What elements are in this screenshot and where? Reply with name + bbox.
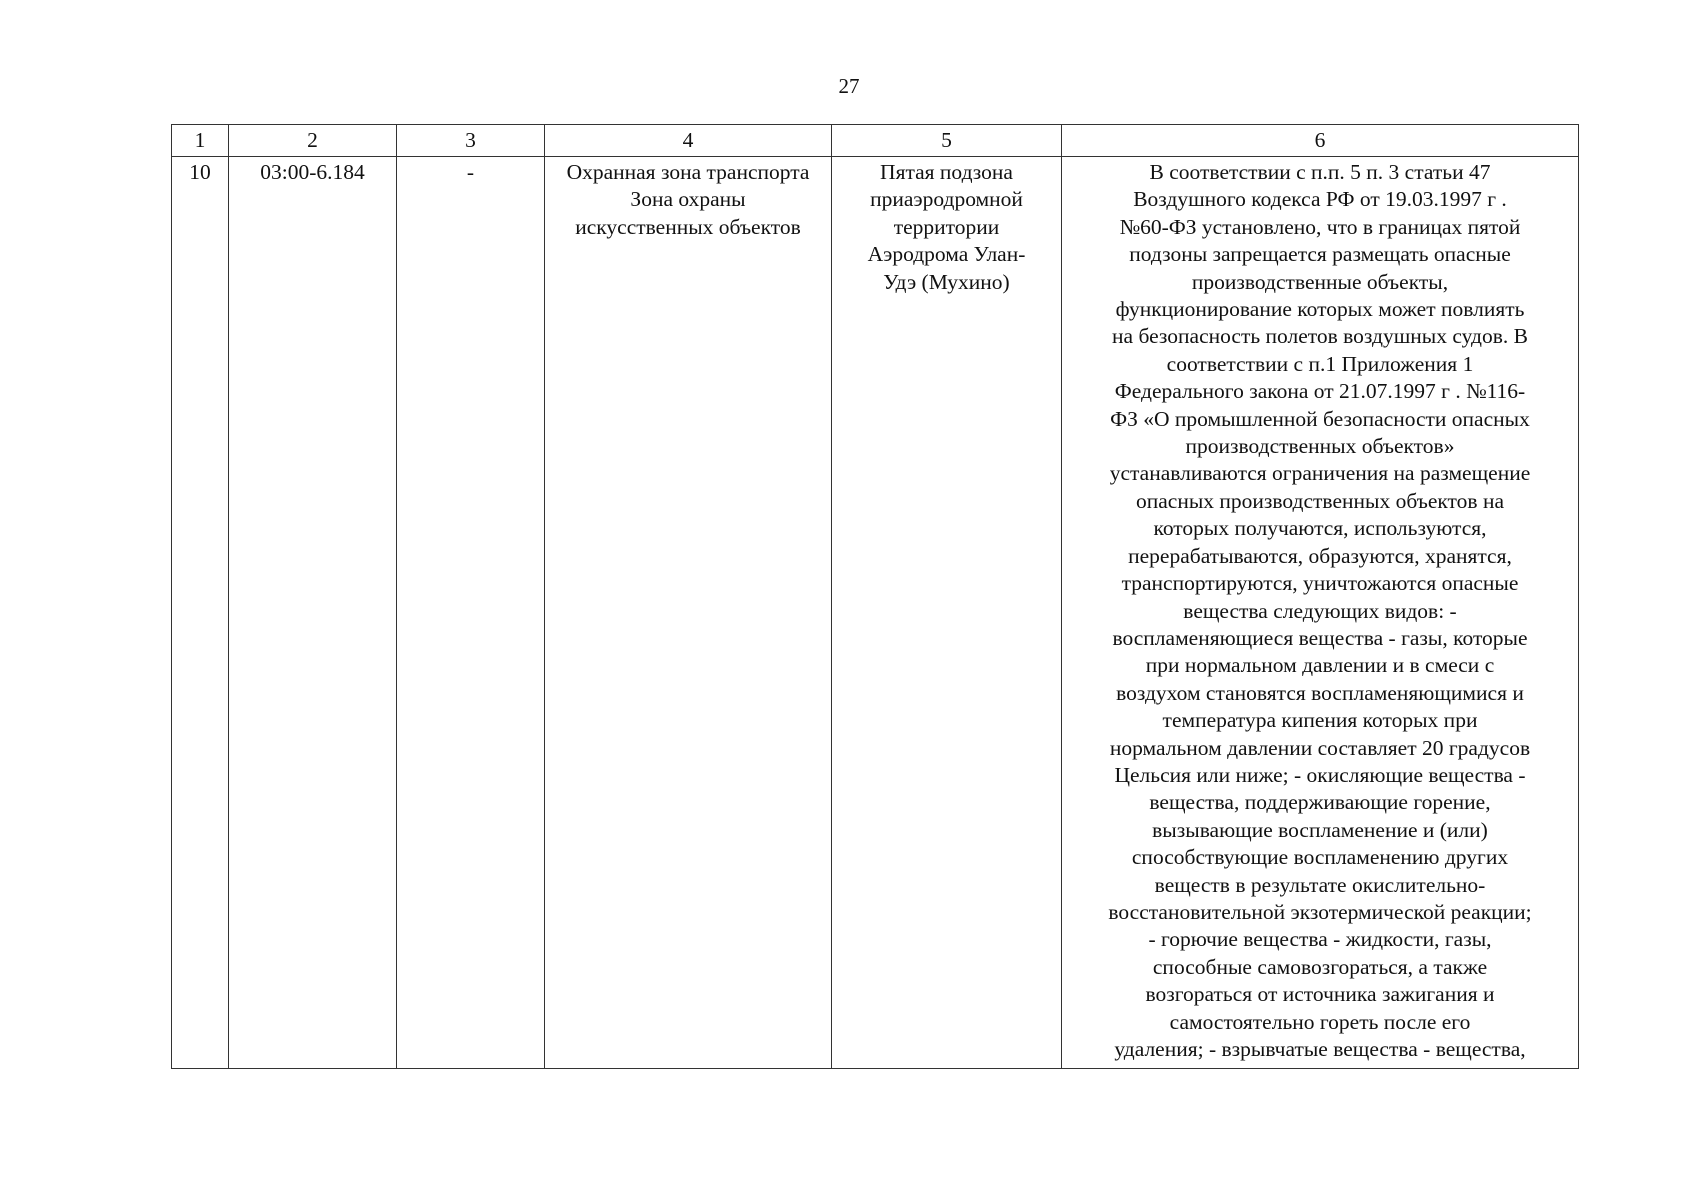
restrictions-line: при нормальном давлении и в смеси с (1145, 653, 1495, 678)
restrictions-line: Федерального закона от 21.07.1997 г . №116- (1114, 379, 1526, 404)
restrictions-line: функционирование которых может повлиять (1115, 297, 1525, 322)
restrictions-line: вещества, поддерживающие горение, (1149, 790, 1491, 815)
zone-type-line: искусственных объектов (575, 214, 801, 239)
restrictions-line: транспортируются, уничтожаются опасные (1121, 571, 1519, 596)
restrictions-line: В соответствии с п.п. 5 п. 3 статьи 47 (1149, 160, 1491, 184)
restrictions-line: способствующие воспламенению других (1131, 845, 1509, 870)
restrictions-line: ФЗ «О промышленной безопасности опасных (1110, 406, 1530, 431)
restrictions-line: производственные объекты, (1191, 269, 1449, 294)
zone-name-line: территории (893, 214, 1000, 239)
restrictions-line: производственных объектов» (1185, 434, 1455, 459)
header-cell-5: 5 (832, 125, 1062, 157)
zone-name-line: приаэродромной (870, 187, 1023, 212)
col3-cell: - (397, 157, 545, 1069)
restrictions-line: подзоны запрещается размещать опасные (1129, 242, 1511, 267)
restrictions-line: нормальном давлении составляет 20 градусов (1109, 735, 1531, 760)
header-cell-6: 6 (1062, 125, 1579, 157)
zones-table (171, 124, 1579, 1069)
restrictions-line: самостоятельно гореть после его (1169, 1009, 1471, 1034)
zone-name-line: Пятая подзона (880, 160, 1013, 184)
restrictions-line: перерабатываются, образуются, хранятся, (1128, 543, 1512, 568)
header-cell-1: 1 (172, 125, 229, 157)
restrictions-line: соответствии с п.1 Приложения 1 (1166, 351, 1474, 376)
header-cell-2: 2 (229, 125, 397, 157)
restrictions-line: воспламеняющиеся вещества - газы, которые (1112, 625, 1528, 650)
restrictions-line: возгораться от источника зажигания и (1145, 982, 1495, 1007)
restrictions-line: - горючие вещества - жидкости, газы, (1148, 927, 1492, 952)
registry-number-cell: 03:00-6.184 (229, 157, 397, 1069)
zone-type-line: Зона охраны (630, 187, 746, 212)
restrictions-line: восстановительной экзотермической реакции; (1108, 899, 1532, 924)
restrictions-line: температура кипения которых при (1162, 708, 1478, 733)
zone-name-line: Аэродрома Улан- (867, 242, 1026, 267)
restrictions-line: которых получаются, используются, (1153, 516, 1487, 541)
restrictions-line: воздухом становятся воспламеняющимися и (1116, 680, 1524, 705)
table-header-row (172, 125, 1579, 157)
zone-name-cell (832, 157, 1062, 1069)
zone-type-cell (545, 157, 832, 1069)
restrictions-line: удаления; - взрывчатые вещества - вещества, (1114, 1037, 1526, 1061)
header-cell-4: 4 (545, 125, 832, 157)
restrictions-line: вызывающие воспламенение и (или) (1152, 817, 1488, 842)
restrictions-line: на безопасность полетов воздушных судов. В (1112, 324, 1528, 349)
restrictions-line: №60-ФЗ установлено, что в границах пятой (1119, 214, 1521, 239)
zone-type-line: Охранная зона транспорта (566, 160, 810, 184)
restrictions-cell (1062, 157, 1579, 1069)
restrictions-line: устанавливаются ограничения на размещение (1109, 461, 1531, 486)
restrictions-line: способные самовозгораться, а также (1152, 954, 1488, 979)
zone-name-line: Удэ (Мухино) (883, 269, 1010, 294)
restrictions-line: Воздушного кодекса РФ от 19.03.1997 г . (1133, 187, 1507, 212)
restrictions-line: опасных производственных объектов на (1136, 488, 1504, 513)
header-cell-3: 3 (397, 125, 545, 157)
restrictions-line: вещества следующих видов: - (1183, 598, 1457, 623)
table-row (172, 157, 1579, 1069)
row-number-cell: 10 (172, 157, 229, 1069)
restrictions-line: веществ в результате окислительно- (1154, 872, 1486, 897)
page-number: 27 (838, 74, 860, 98)
restrictions-line: Цельсия или ниже; - окисляющие вещества - (1114, 762, 1526, 787)
